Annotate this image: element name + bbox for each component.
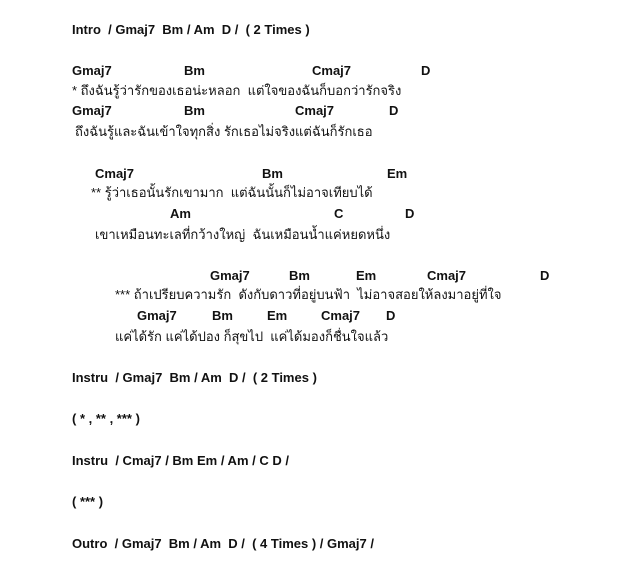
chord: Cmaj7 [321, 308, 361, 323]
lyric-line: *** ถ้าเปรียบความรัก ดังกับดาวที่อยู่บนฟ้า ไม่อาจสอยให้ลงมาอยู่ที่ใจ [115, 287, 502, 302]
lyric-line: * ถึงฉันรู้ว่ารักของเธอน่ะหลอก แต่ใจของฉันก็บอกว่ารักจริง [72, 83, 402, 98]
chord: Cmaj7 [295, 103, 335, 118]
chord: Cmaj7 [427, 268, 467, 283]
lyric-line: เขาเหมือนทะเลที่กว้างใหญ่ ฉันเหมือนน้ำแค่หยดหนึ่ง [95, 227, 391, 242]
chord: Bm [212, 308, 233, 323]
chord: D [540, 268, 550, 283]
repeat-line: ( * , ** , *** ) [72, 411, 140, 426]
chord: C [334, 206, 344, 221]
chord: D [421, 63, 431, 78]
repeat-line: ( *** ) [72, 494, 104, 509]
chord: Bm [184, 103, 205, 118]
chord: Em [267, 308, 288, 323]
chord: Gmaj7 [72, 103, 112, 118]
chord: Cmaj7 [95, 166, 135, 181]
intro-line: Intro / Gmaj7 Bm / Am D / ( 2 Times ) [72, 22, 310, 37]
chord: Am [170, 206, 191, 221]
outro-line: Outro / Gmaj7 Bm / Am D / ( 4 Times ) / Gmaj7 / [72, 536, 374, 551]
lyric-line: ถึงฉันรู้และฉันเข้าใจทุกสิ่ง รักเธอไม่จริงแต่ฉันก็รักเธอ [75, 124, 373, 139]
chord: D [386, 308, 396, 323]
lyric-line: แค่ได้รัก แค่ได้ปอง ก็สุขไป แค่ได้มองก็ชื่นใจแล้ว [115, 329, 389, 344]
lyric-line: ** รู้ว่าเธอนั้นรักเขามาก แต่ฉันนั้นก็ไม่อาจเทียบได้ [91, 185, 373, 200]
chord: Gmaj7 [72, 63, 112, 78]
chord: Bm [262, 166, 283, 181]
chord: Bm [184, 63, 205, 78]
chord: Bm [289, 268, 310, 283]
chord: D [389, 103, 399, 118]
instru-line: Instru / Cmaj7 / Bm Em / Am / C D / [72, 453, 289, 468]
chord: Em [356, 268, 377, 283]
chord: Cmaj7 [312, 63, 352, 78]
chord: D [405, 206, 415, 221]
instru-line: Instru / Gmaj7 Bm / Am D / ( 2 Times ) [72, 370, 317, 385]
chord: Em [387, 166, 408, 181]
chord: Gmaj7 [137, 308, 177, 323]
chord: Gmaj7 [210, 268, 250, 283]
